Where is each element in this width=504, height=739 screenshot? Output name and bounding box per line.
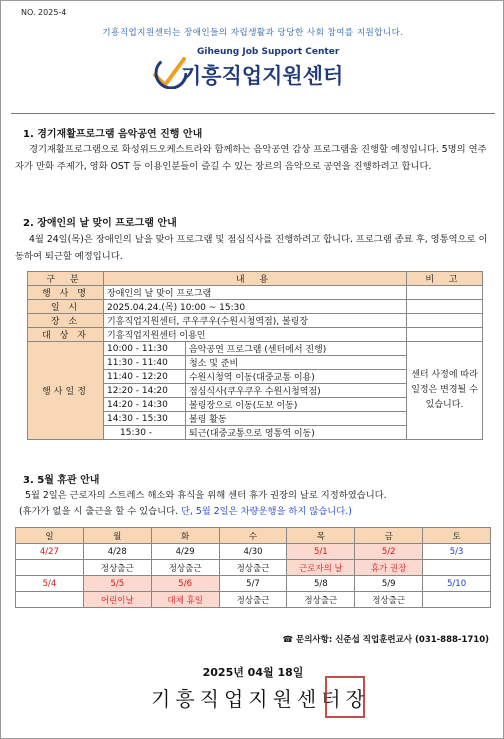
table-row [28, 300, 483, 314]
calendar-week2-notes [16, 592, 491, 608]
row-note [407, 286, 483, 300]
calendar-note [16, 560, 84, 576]
official-seal [325, 676, 365, 718]
section3-body1: 5월 2일은 근로자의 스트레스 해소와 휴식을 위해 센터 휴가 권장의 날로 지정하였습니다. [25, 490, 387, 501]
calendar-note: 정상출근 [287, 592, 355, 608]
calendar-date: 5/9 [355, 576, 423, 592]
calendar-note: 정상출근 [219, 560, 287, 576]
calendar-date: 4/29 [151, 544, 219, 560]
calendar-note: 정상출근 [355, 592, 423, 608]
document-number: NO. 2025-4 [21, 8, 67, 17]
schedule-time: 14:30 - 15:30 [104, 412, 186, 426]
calendar-date: 5/3 [423, 544, 491, 560]
weekday-sun: 일 [16, 528, 84, 544]
weekday-thu: 목 [287, 528, 355, 544]
calendar-week2-dates [16, 576, 491, 592]
calendar-date: 5/7 [219, 576, 287, 592]
calendar-date: 4/28 [83, 544, 151, 560]
weekday-mon: 월 [83, 528, 151, 544]
calendar-note: 근로자의 날 [287, 560, 355, 576]
calendar-note: 정상출근 [83, 560, 151, 576]
schedule-desc: 점심식사(쿠우쿠우 수원시청역점) [186, 384, 407, 398]
logo-korean-name: 기흥직업지원센터 [181, 64, 344, 88]
section2-body: 4월 24일(목)은 장애인의 날을 맞아 프로그램 및 점심식사를 진행하려고 합니다. 프로그램 종료 후, 영통역으로 이동하여 퇴근할 예정입니다. [15, 234, 488, 262]
calendar-date: 5/1 [287, 544, 355, 560]
schedule-desc: 볼링 활동 [186, 412, 407, 426]
row-label: 행 사 명 [28, 286, 104, 300]
calendar-note: 정상출근 [219, 592, 287, 608]
calendar-note: 정상출근 [151, 560, 219, 576]
contact-info: ☎ 문의사항: 신준섭 직업훈련교사 (031-888-1710) [282, 635, 489, 645]
weekday-sat: 토 [423, 528, 491, 544]
schedule-time: 14:20 - 14:30 [104, 398, 186, 412]
calendar-date: 5/8 [287, 576, 355, 592]
section3-title: 3. 5월 휴관 안내 [23, 475, 100, 486]
section1-body: 경기재활프로그램으로 화성위드오케스트라와 함께하는 음악공연 감상 프로그램을 진행할 예정입니다. 5명의 연주자가 만화 주제가, 영화 OST 등 이용인분들이 즐길 수 있는 장르의 음악으로 공연을 진행하려고 합니다. [15, 144, 487, 172]
row-label: 대 상 자 [28, 328, 104, 342]
row-value: 기흥직업지원센터, 쿠우쿠우(수원시청역점), 볼링장 [104, 314, 407, 328]
center-logo [151, 47, 381, 97]
calendar-date: 5/6 [151, 576, 219, 592]
row-note [407, 300, 483, 314]
weekday-tue: 화 [151, 528, 219, 544]
calendar-date: 5/5 [83, 576, 151, 592]
calendar-week1-dates [16, 544, 491, 560]
schedule-label: 행사일정 [28, 342, 104, 440]
calendar-note: 대체 휴일 [151, 592, 219, 608]
calendar-note [16, 592, 84, 608]
divider [11, 113, 495, 114]
may-calendar [15, 527, 491, 608]
section2-title: 2. 장애인의 날 맞이 프로그램 안내 [23, 218, 177, 229]
calendar-date: 5/2 [355, 544, 423, 560]
calendar-note: 휴가 권장 [355, 560, 423, 576]
header-content: 내 용 [104, 272, 407, 286]
signature: 기흥직업지원센터장 [151, 687, 370, 711]
row-value: 2025.04.24.(목) 10:00 ~ 15:30 [104, 300, 407, 314]
section3-body2-highlight: 단, 5월 2일은 차량운행을 하지 않습니다.) [181, 506, 352, 517]
logo-english-name: Giheung Job Support Center [197, 47, 340, 57]
calendar-date: 4/30 [219, 544, 287, 560]
section1-title: 1. 경기재활프로그램 음악공연 진행 안내 [23, 129, 203, 140]
schedule-time: 15:30 - [104, 426, 186, 440]
schedule-desc: 음악공연 프로그램 (센터에서 진행) [186, 342, 407, 356]
schedule-desc: 청소 및 준비 [186, 356, 407, 370]
section3-body2 [19, 504, 497, 520]
calendar-note: 어린이날 [83, 592, 151, 608]
row-value: 기흥직업지원센터 이용인 [104, 328, 407, 342]
calendar-date: 5/4 [16, 576, 84, 592]
table-row [28, 328, 483, 342]
row-label: 일 시 [28, 300, 104, 314]
center-motto: 기흥직업지원센터는 장애인들의 자립생활과 당당한 사회 참여를 지원합니다. [102, 28, 404, 38]
row-note [407, 328, 483, 342]
weekday-wed: 수 [219, 528, 287, 544]
calendar-week1-notes [16, 560, 491, 576]
table-row [28, 314, 483, 328]
calendar-weekdays [16, 528, 491, 544]
calendar-note [423, 592, 491, 608]
schedule-desc: 볼링장으로 이동(도보 이동) [186, 398, 407, 412]
schedule-desc: 퇴근(대중교통으로 영통역 이동) [186, 426, 407, 440]
issue-date: 2025년 04월 18일 [202, 666, 304, 679]
header-note: 비 고 [407, 272, 483, 286]
row-value: 장애인의 날 맞이 프로그램 [104, 286, 407, 300]
weekday-fri: 금 [355, 528, 423, 544]
schedule-row [28, 342, 483, 356]
header-category: 구 분 [28, 272, 104, 286]
schedule-note: 센터 사정에 따라 일정은 변경될 수 있습니다. [407, 342, 483, 440]
program-table [27, 271, 483, 440]
schedule-time: 10:00 - 11:30 [104, 342, 186, 356]
calendar-date: 5/10 [423, 576, 491, 592]
calendar-note [423, 560, 491, 576]
schedule-desc: 수원시청역 이동(대중교통 이용) [186, 370, 407, 384]
table-row [28, 286, 483, 300]
calendar-date: 4/27 [16, 544, 84, 560]
program-table-header [28, 272, 483, 286]
schedule-time: 11:30 - 11:40 [104, 356, 186, 370]
row-label: 장 소 [28, 314, 104, 328]
schedule-time: 11:40 - 12:20 [104, 370, 186, 384]
row-note [407, 314, 483, 328]
section3-body2-text: (휴가가 없을 시 출근을 할 수 있습니다. [19, 506, 179, 517]
schedule-time: 12:20 - 14:20 [104, 384, 186, 398]
